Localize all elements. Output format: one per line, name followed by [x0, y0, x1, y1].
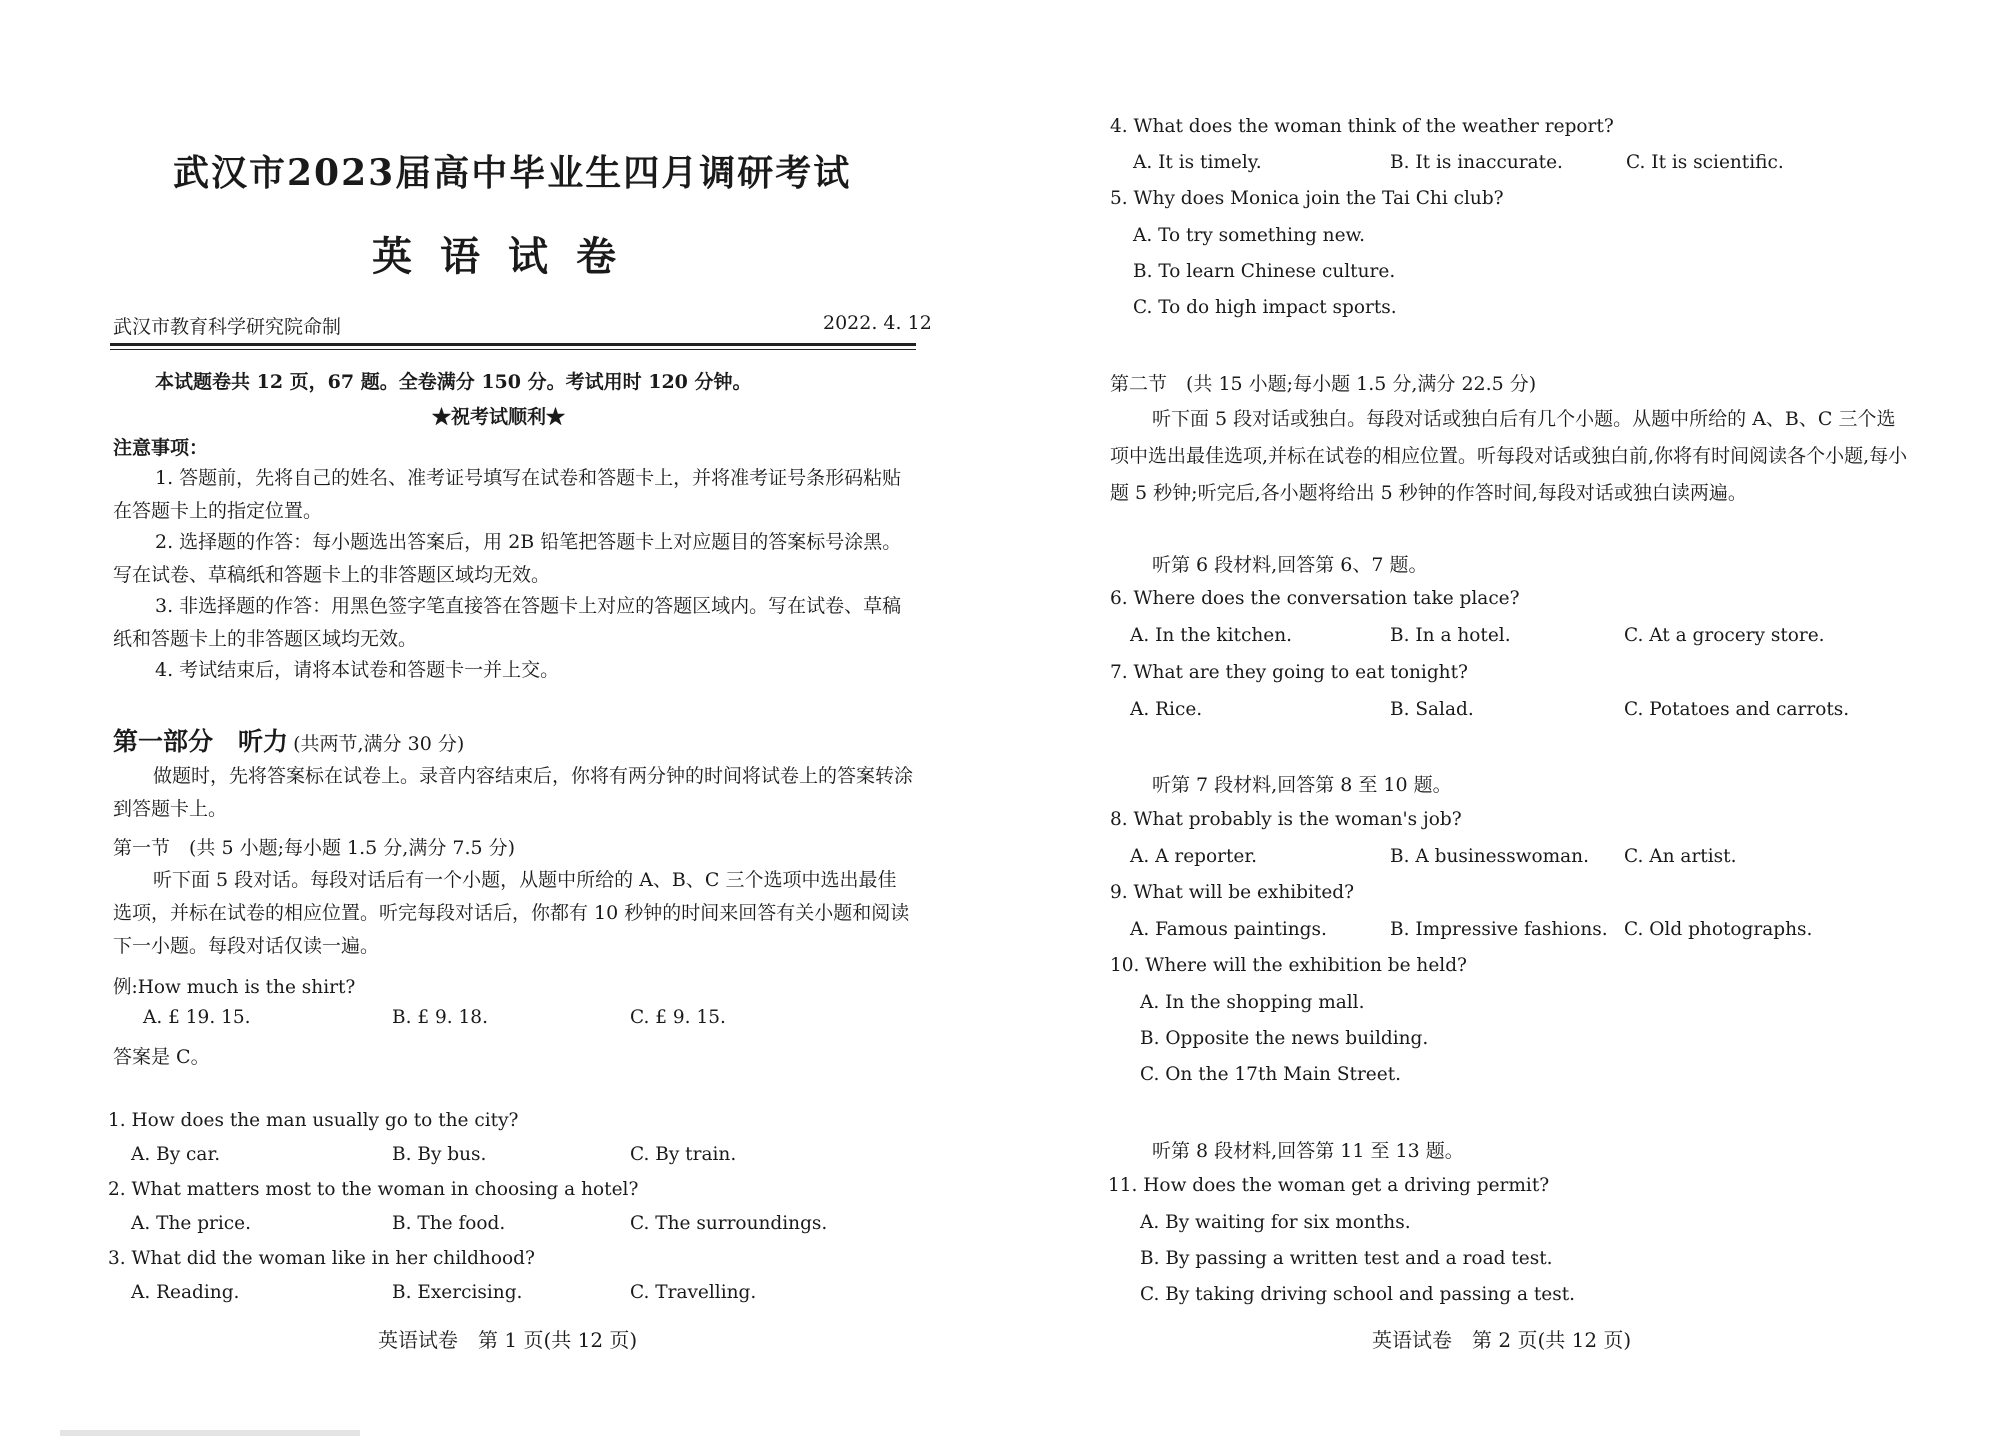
question-2-option-b: B. The food. — [392, 1213, 506, 1234]
part1-intro: 做题时，先将答案标在试卷上。录音内容结束后，你将有两分钟的时间将试卷上的答案转涂到答题卡上。 — [113, 765, 914, 820]
question-7-option-c: C. Potatoes and carrots. — [1624, 699, 1850, 720]
question-9-option-a: A. Famous paintings. — [1130, 919, 1327, 940]
exam-summary: 本试题卷共 12 页，67 题。全卷满分 150 分。考试用时 120 分钟。 — [155, 371, 752, 393]
question-11: 11. How does the woman get a driving permit? — [1108, 1175, 1550, 1196]
question-4-option-a: A. It is timely. — [1133, 152, 1262, 173]
example-option-b: B. £ 9. 18. — [392, 1007, 488, 1028]
question-7-option-b: B. Salad. — [1390, 699, 1474, 720]
question-3: 3. What did the woman like in her childhood? — [108, 1248, 535, 1269]
scan-edge-mark — [60, 1430, 360, 1436]
material-8-note: 听第 8 段材料,回答第 11 至 13 题。 — [1152, 1140, 1464, 1162]
notice-item-1: 1. 答题前，先将自己的姓名、准考证号填写在试卷和答题卡上，并将准考证号条形码粘贴在答题卡上的指定位置。 — [113, 467, 902, 522]
part1-heading — [113, 722, 464, 758]
question-8-option-b: B. A businesswoman. — [1390, 846, 1589, 867]
question-5: 5. Why does Monica join the Tai Chi club? — [1110, 188, 1504, 209]
header-rule-thin — [110, 349, 916, 350]
question-1: 1. How does the man usually go to the city? — [108, 1110, 519, 1131]
question-3-option-a: A. Reading. — [131, 1282, 240, 1303]
question-6-option-b: B. In a hotel. — [1390, 625, 1511, 646]
question-6-option-c: C. At a grocery store. — [1624, 625, 1825, 646]
question-10-option-a: A. In the shopping mall. — [1140, 992, 1365, 1013]
question-8-option-a: A. A reporter. — [1130, 846, 1258, 867]
notice-item-3: 3. 非选择题的作答：用黑色签字笔直接答在答题卡上对应的答题区域内。写在试卷、草稿纸和答题卡上的非答题区域均无效。 — [113, 595, 902, 650]
question-2-option-c: C. The surroundings. — [630, 1213, 828, 1234]
question-3-option-c: C. Travelling. — [630, 1282, 757, 1303]
question-5-option-a: A. To try something new. — [1133, 225, 1366, 246]
question-9-option-b: B. Impressive fashions. — [1390, 919, 1608, 940]
part1-note: (共两节,满分 30 分) — [293, 733, 465, 755]
example-option-c: C. £ 9. 15. — [630, 1007, 726, 1028]
question-11-option-b: B. By passing a written test and a road test. — [1140, 1248, 1553, 1269]
question-6: 6. Where does the conversation take place? — [1110, 588, 1520, 609]
example-answer: 答案是 C。 — [113, 1046, 210, 1068]
issuer: 武汉市教育科学研究院命制 — [113, 316, 342, 338]
question-9-option-c: C. Old photographs. — [1624, 919, 1813, 940]
question-1-option-c: C. By train. — [630, 1144, 737, 1165]
page-2-footer: 英语试卷 第 2 页(共 12 页) — [1372, 1328, 1632, 1352]
question-7-option-a: A. Rice. — [1130, 699, 1203, 720]
exam-title: 武汉市2023届高中毕业生四月调研考试 — [173, 152, 852, 194]
notice-item-2: 2. 选择题的作答：每小题选出答案后，用 2B 铅笔把答题卡上对应题目的答案标号涂黑。写在试卷、草稿纸和答题卡上的非答题区域均无效。 — [113, 531, 902, 586]
question-8: 8. What probably is the woman's job? — [1110, 809, 1462, 830]
section1-title: 第一节 (共 5 小题;每小题 1.5 分,满分 7.5 分) — [113, 837, 516, 859]
exam-subtitle: 英语试卷 — [372, 233, 644, 280]
material-7-note: 听第 7 段材料,回答第 8 至 10 题。 — [1152, 774, 1452, 796]
example-option-a: A. £ 19. 15. — [143, 1007, 251, 1028]
question-4: 4. What does the woman think of the weather report? — [1110, 116, 1614, 137]
part1-title: 第一部分 听力 — [113, 727, 289, 756]
question-2: 2. What matters most to the woman in choosing a hotel? — [108, 1179, 639, 1200]
question-10-option-b: B. Opposite the news building. — [1140, 1028, 1429, 1049]
section2-intro: 听下面 5 段对话或独白。每段对话或独白后有几个小题。从题中所给的 A、B、C 三个选项中选出最佳选项,并标在试卷的相应位置。听每段对话或独白前,你将有时间阅读各个小题,每小题 5 秒钟;听完后,各小题将给出 5 秒钟的作答时间,每段对话或独白读两遍。 — [1110, 408, 1908, 504]
question-5-option-c: C. To do high impact sports. — [1133, 297, 1397, 318]
header-rule-thick — [110, 343, 916, 346]
question-8-option-c: C. An artist. — [1624, 846, 1737, 867]
question-4-option-c: C. It is scientific. — [1626, 152, 1784, 173]
question-3-option-b: B. Exercising. — [392, 1282, 523, 1303]
question-11-option-a: A. By waiting for six months. — [1140, 1212, 1411, 1233]
question-7: 7. What are they going to eat tonight? — [1110, 662, 1468, 683]
question-2-option-a: A. The price. — [131, 1213, 251, 1234]
question-11-option-c: C. By taking driving school and passing a test. — [1140, 1284, 1576, 1305]
section2-title: 第二节 (共 15 小题;每小题 1.5 分,满分 22.5 分) — [1110, 373, 1537, 395]
question-5-option-b: B. To learn Chinese culture. — [1133, 261, 1396, 282]
material-6-note: 听第 6 段材料,回答第 6、7 题。 — [1152, 554, 1428, 576]
notice-heading: 注意事项： — [113, 437, 209, 459]
question-10: 10. Where will the exhibition be held? — [1110, 955, 1467, 976]
question-4-option-b: B. It is inaccurate. — [1390, 152, 1563, 173]
good-luck: ★祝考试顺利★ — [432, 406, 566, 428]
question-9: 9. What will be exhibited? — [1110, 882, 1355, 903]
question-1-option-a: A. By car. — [131, 1144, 221, 1165]
notice-item-4: 4. 考试结束后，请将本试卷和答题卡一并上交。 — [155, 659, 560, 681]
page-2 — [1000, 0, 2000, 1443]
exam-date: 2022. 4. 12 — [823, 312, 932, 334]
example-question: 例:How much is the shirt? — [113, 977, 356, 998]
question-10-option-c: C. On the 17th Main Street. — [1140, 1064, 1402, 1085]
page-1-footer: 英语试卷 第 1 页(共 12 页) — [378, 1328, 638, 1352]
question-1-option-b: B. By bus. — [392, 1144, 487, 1165]
section1-intro: 听下面 5 段对话。每段对话后有一个小题，从题中所给的 A、B、C 三个选项中选出最佳选项，并标在试卷的相应位置。听完每段对话后，你都有 10 秒钟的时间来回答有关小题和阅读下一小题。每段对话仅读一遍。 — [113, 869, 910, 957]
question-6-option-a: A. In the kitchen. — [1130, 625, 1292, 646]
